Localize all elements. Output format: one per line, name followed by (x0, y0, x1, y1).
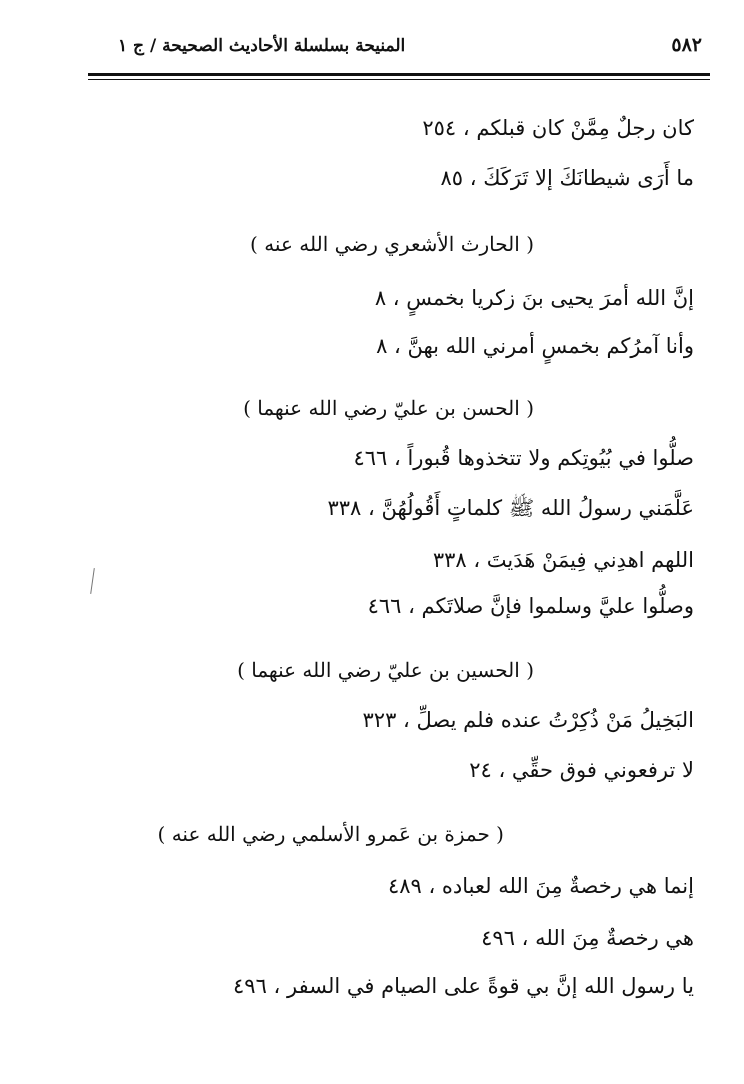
narrator-heading: ( الحسن بن عليّ رضي الله عنهما ) (243, 396, 534, 420)
running-title: المنيحة بسلسلة الأحاديث الصحيحة / ج ١ (118, 36, 406, 56)
header-rule-thick (88, 73, 710, 76)
hadith-entry: يا رسول الله إنَّ بي قوةً على الصيام في السفر ، ٤٩٦ (233, 974, 694, 998)
narrator-heading: ( الحارث الأشعري رضي الله عنه ) (250, 232, 534, 256)
hadith-entry: ما أَرَى شيطانَكَ إلا تَرَكَكَ ، ٨٥ (440, 166, 694, 190)
hadith-entry: صلُّوا في بُيُوتِكم ولا تتخذوها قُبوراً ، ٤٦٦ (353, 446, 694, 470)
page-header (88, 34, 708, 64)
stray-pen-mark (90, 568, 95, 594)
hadith-entry: كان رجلٌ مِمَّنْ كان قبلكم ، ٢٥٤ (422, 116, 694, 140)
hadith-entry: اللهم اهدِني فِيمَنْ هَدَيتَ ، ٣٣٨ (432, 548, 694, 572)
narrator-heading: ( حمزة بن عَمرو الأسلمي رضي الله عنه ) (157, 822, 504, 846)
hadith-entry: لا ترفعوني فوق حقِّي ، ٢٤ (469, 758, 694, 782)
page-number: ٥٨٢ (671, 34, 702, 56)
hadith-entry: هي رخصةٌ مِنَ الله ، ٤٩٦ (481, 926, 694, 950)
hadith-entry: عَلَّمَني رسولُ الله ﷺ كلماتٍ أَقُولُهُنَّ ، ٣٣٨ (327, 496, 694, 520)
hadith-entry: البَخِيلُ مَنْ ذُكِرْتُ عنده فلم يصلِّ ، ٣٢٣ (362, 708, 694, 732)
hadith-entry: وأنا آمرُكم بخمسٍ أمرني الله بهنَّ ، ٨ (376, 334, 694, 358)
hadith-entry: وصلُّوا عليَّ وسلموا فإنَّ صلاتَكم ، ٤٦٦ (367, 594, 694, 618)
header-rule-thin (88, 79, 710, 80)
hadith-entry: إنما هي رخصةٌ مِنَ الله لعباده ، ٤٨٩ (387, 874, 694, 898)
narrator-heading: ( الحسين بن عليّ رضي الله عنهما ) (237, 658, 534, 682)
hadith-entry: إنَّ الله أمرَ يحيى بنَ زكريا بخمسٍ ، ٨ (374, 286, 694, 310)
